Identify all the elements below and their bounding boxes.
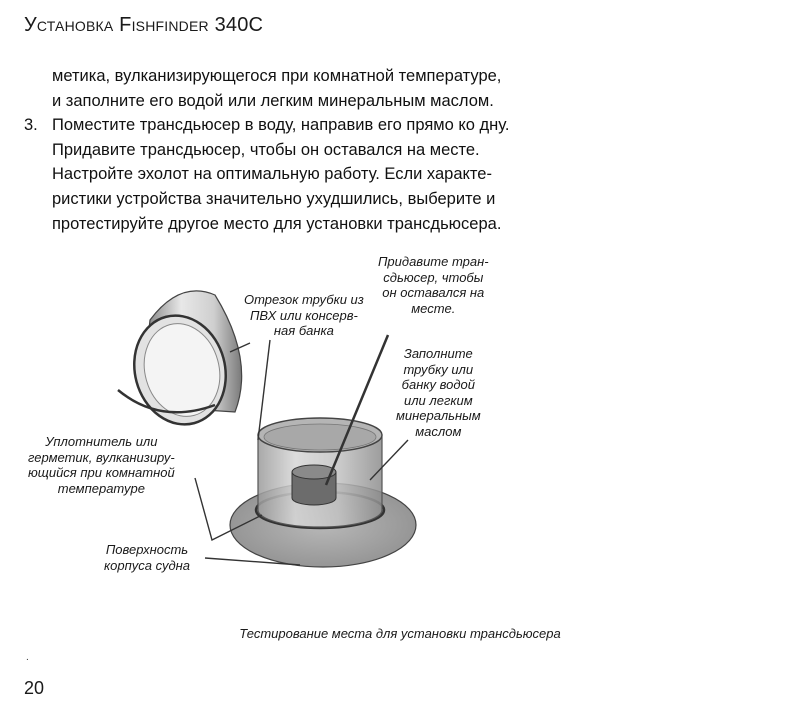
text-line: метика, вулканизирующегося при комнатной температуре, xyxy=(52,67,502,85)
callout-hull-surface: Поверхность корпуса судна xyxy=(104,542,191,573)
page-header: Установка Fishfinder 340C xyxy=(24,14,264,36)
text-line: Поместите трансдьюсер в воду, направив его прямо ко дну. xyxy=(52,116,510,135)
callout-press-transducer: Придавите тран- сдьюсер, чтобы он оставался на месте. xyxy=(378,254,489,316)
text-line: Придавите трансдьюсер, чтобы он оставался на месте. xyxy=(52,140,480,159)
callout-sealant: Уплотнитель или герметик, вулканизиру- ющийся при комнатной температуре xyxy=(28,434,175,496)
transducer-test-figure xyxy=(0,240,800,620)
body-text xyxy=(24,64,512,236)
text-line: протестируйте другое место для установки трансдьюсера. xyxy=(52,214,502,233)
callout-fill-water: Заполните трубку или банку водой или легким минеральным маслом xyxy=(396,346,481,439)
step-number: 3. xyxy=(24,116,38,135)
figure-caption: Тестирование места для установки трансдьюсера xyxy=(239,626,561,641)
step-item xyxy=(24,113,512,236)
text-line: Настройте эхолот на оптимальную работу. Если характе- xyxy=(52,165,492,184)
text-line: и заполните его водой или легким минеральным маслом. xyxy=(52,91,494,110)
callout-pvc-pipe: Отрезок трубки из ПВХ или консерв- ная банка xyxy=(244,292,364,338)
page-number: 20 xyxy=(24,678,45,698)
text-line: ристики устройства значительно ухудшились, выберите и xyxy=(52,189,496,208)
stray-dot: . xyxy=(26,652,29,663)
